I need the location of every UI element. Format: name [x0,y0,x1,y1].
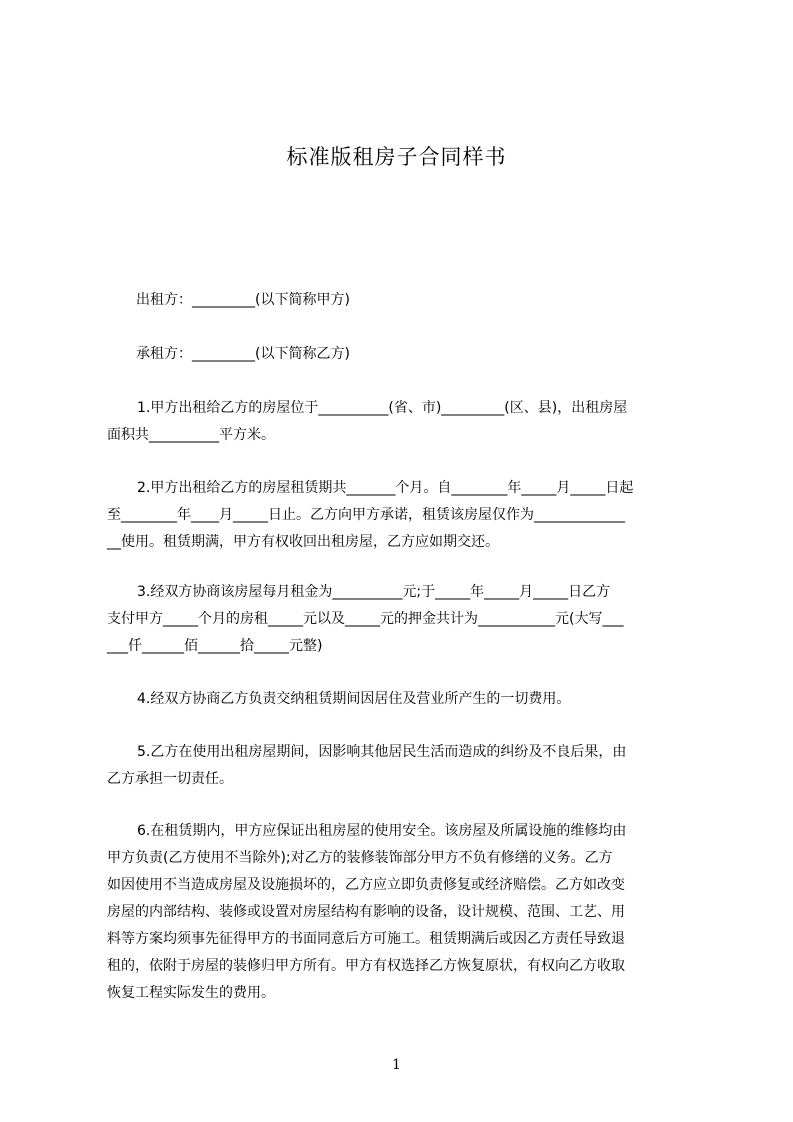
clause-2 [107,475,707,556]
clause-5-line: 5.乙方在使用出租房屋期间，因影响其他居民生活而造成的纠纷及不良后果，由 [137,744,627,760]
clause-4 [107,686,707,713]
clause-4-line: 4.经双方协商乙方负责交纳租赁期间因居住及营业所产生的一切费用。 [137,691,571,707]
clause-1 [107,395,707,449]
clause-2-line: 至________年____月_____日止。乙方向甲方承诺，租赁该房屋仅作为_____________ [107,507,625,523]
clause-1-line: 面积共__________平方米。 [107,427,275,443]
clause-6-line: 料等方案均须事先征得甲方的书面同意后方可施工。租赁期满后或因乙方责任导致退 [107,931,625,947]
clause-1-line: 1.甲方出租给乙方的房屋位于__________(省、市)_________(区、县)，出租房屋 [137,400,628,416]
clause-6-line: 租的，依附于房屋的装修归甲方所有。甲方有权选择乙方恢复原状，有权向乙方收取 [107,958,625,974]
clause-6-line: 如因使用不当造成房屋及设施损坏的，乙方应立即负责修复或经济赔偿。乙方如改变 [107,877,625,893]
clause-3-line: ___仟______佰______拾_____元整) [107,638,323,654]
lessee-line: 承租方：_________(以下简称乙方) [136,346,350,362]
clause-3 [107,579,707,660]
clause-2-line: __使用。租赁期满，甲方有权收回出租房屋，乙方应如期交还。 [107,534,499,550]
clause-6-line: 恢复工程实际发生的费用。 [107,985,275,1001]
document-title: 标准版租房子合同样书 [286,145,507,169]
clause-5 [107,739,707,793]
clause-3-line: 3.经双方协商该房屋每月租金为__________元;于_____年_____月_____日乙方 [137,584,611,600]
clause-6-line: 房屋的内部结构、装修或设置对房屋结构有影响的设备，设计规模、范围、工艺、用 [107,904,625,920]
clause-3-line: 支付甲方_____个月的房租_____元以及_____元的押金共计为___________元(大写___ [107,611,624,627]
page-number: 1 [392,1057,401,1073]
clause-6 [107,818,707,1007]
clause-6-line: 6.在租赁期内，甲方应保证出租房屋的使用安全。该房屋及所属设施的维修均由 [137,823,627,839]
clause-2-line: 2.甲方出租给乙方的房屋租赁期共_______个月。自________年_____月_____日起 [137,480,634,496]
clause-5-line: 乙方承担一切责任。 [107,771,233,787]
clause-6-line: 甲方负责(乙方使用不当除外);对乙方的装修装饰部分甲方不负有修缮的义务。乙方 [107,850,613,866]
lessor-line: 出租方：_________(以下简称甲方) [136,292,350,308]
